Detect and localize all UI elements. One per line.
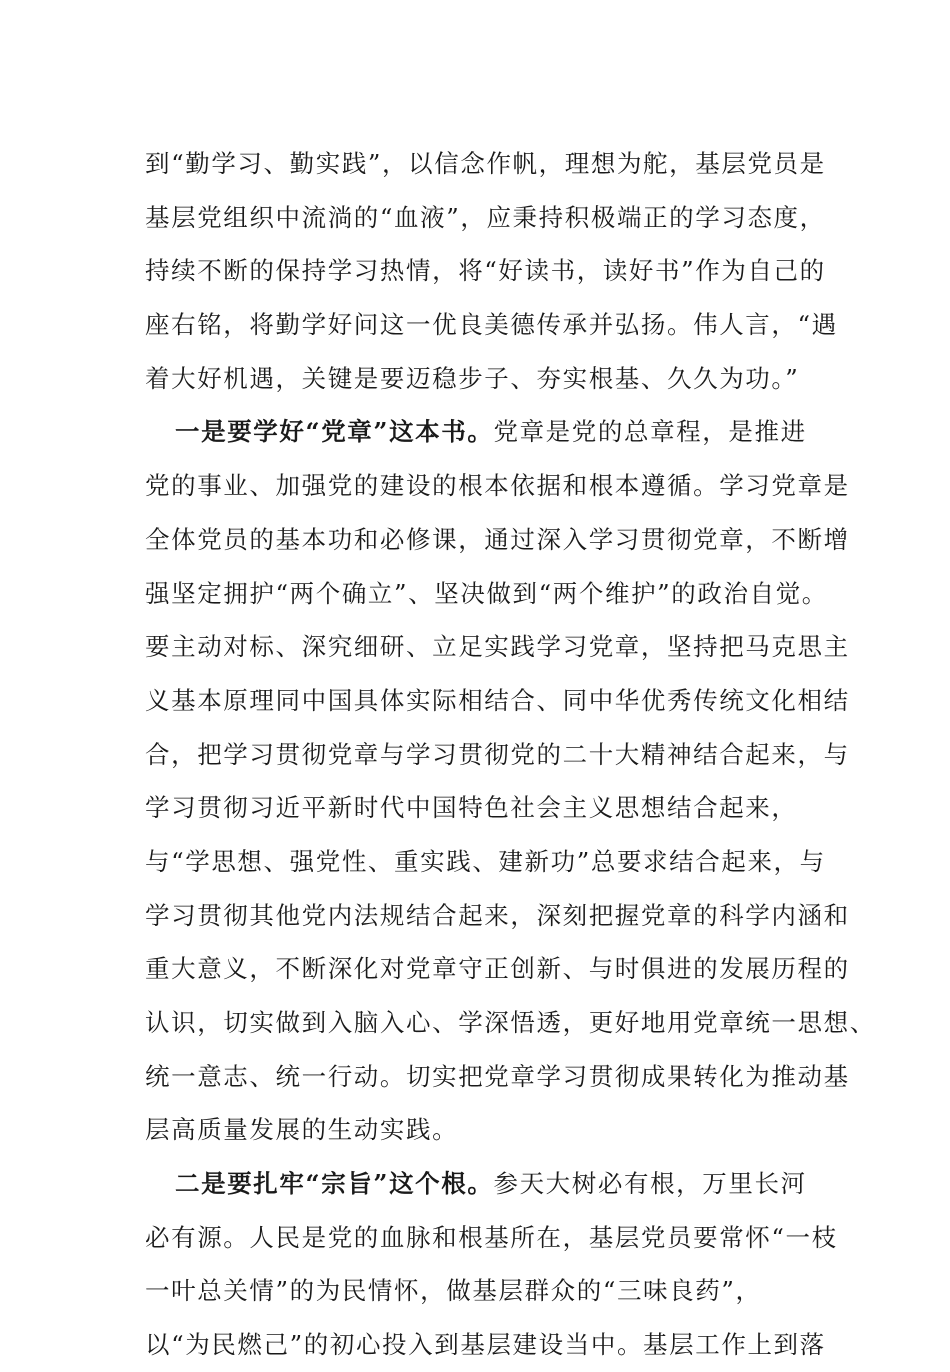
text-line: 党的事业、加强党的建设的根本依据和根本遵循。学习党章是	[145, 471, 850, 501]
section-heading-two: 二是要扎牢“宗旨”这个根。	[175, 1169, 494, 1199]
text-line: 强坚定拥护“两个确立”、坚决做到“两个维护”的政治自觉。	[145, 578, 828, 608]
text-line: 座右铭，将勤学好问这一优良美德传承并弘扬。伟人言，“遇	[145, 310, 838, 340]
text-span: 党章是党的总章程，是推进	[493, 417, 807, 447]
section-heading-one: 一是要学好“党章”这本书。	[175, 417, 494, 447]
body-text	[145, 137, 876, 1372]
text-line: 持续不断的保持学习热情，将“好读书，读好书”作为自己的	[145, 256, 826, 286]
text-line: 合，把学习贯彻党章与学习贯彻党的二十大精神结合起来，与	[145, 739, 850, 769]
text-line: 着大好机遇，关键是要迈稳步子、夯实根基、久久为功。”	[145, 363, 800, 393]
text-line: 一叶总关情”的为民情怀，做基层群众的“三味良药”，	[145, 1276, 762, 1306]
text-line: 要主动对标、深究细研、立足实践学习党章，坚持把马克思主	[145, 632, 850, 662]
text-line: 到“勤学习、勤实践”，以信念作帆，理想为舵，基层党员是	[145, 149, 826, 178]
paragraph-first-line	[145, 405, 825, 459]
text-line: 全体党员的基本功和必修课，通过深入学习贯彻党章，不断增	[145, 524, 850, 554]
text-line: 以“为民燃己”的初心投入到基层建设当中。基层工作上到落	[145, 1330, 826, 1360]
paragraph-first-line	[145, 1157, 825, 1211]
text-line: 必有源。人民是党的血脉和根基所在，基层党员要常怀“一枝	[145, 1222, 838, 1252]
text-line: 重大意义，不断深化对党章守正创新、与时俱进的发展历程的	[145, 954, 850, 984]
text-line: 统一意志、统一行动。切实把党章学习贯彻成果转化为推动基	[145, 1061, 850, 1091]
text-line: 与“学思想、强党性、重实践、建新功”总要求结合起来，与	[145, 846, 826, 876]
text-line: 层高质量发展的生动实践。	[145, 1115, 459, 1145]
text-line: 义基本原理同中国具体实际相结合、同中华优秀传统文化相结	[145, 685, 850, 715]
text-line: 学习贯彻习近平新时代中国特色社会主义思想结合起来，	[145, 793, 798, 823]
text-line: 学习贯彻其他党内法规结合起来，深刻把握党章的科学内涵和	[145, 900, 850, 930]
text-line: 认识，切实做到入脑入心、学深悟透，更好地用党章统一思想、	[145, 1008, 876, 1037]
text-line: 基层党组织中流淌的“血液”，应秉持积极端正的学习态度，	[145, 202, 826, 232]
text-span: 参天大树必有根，万里长河	[493, 1169, 807, 1199]
